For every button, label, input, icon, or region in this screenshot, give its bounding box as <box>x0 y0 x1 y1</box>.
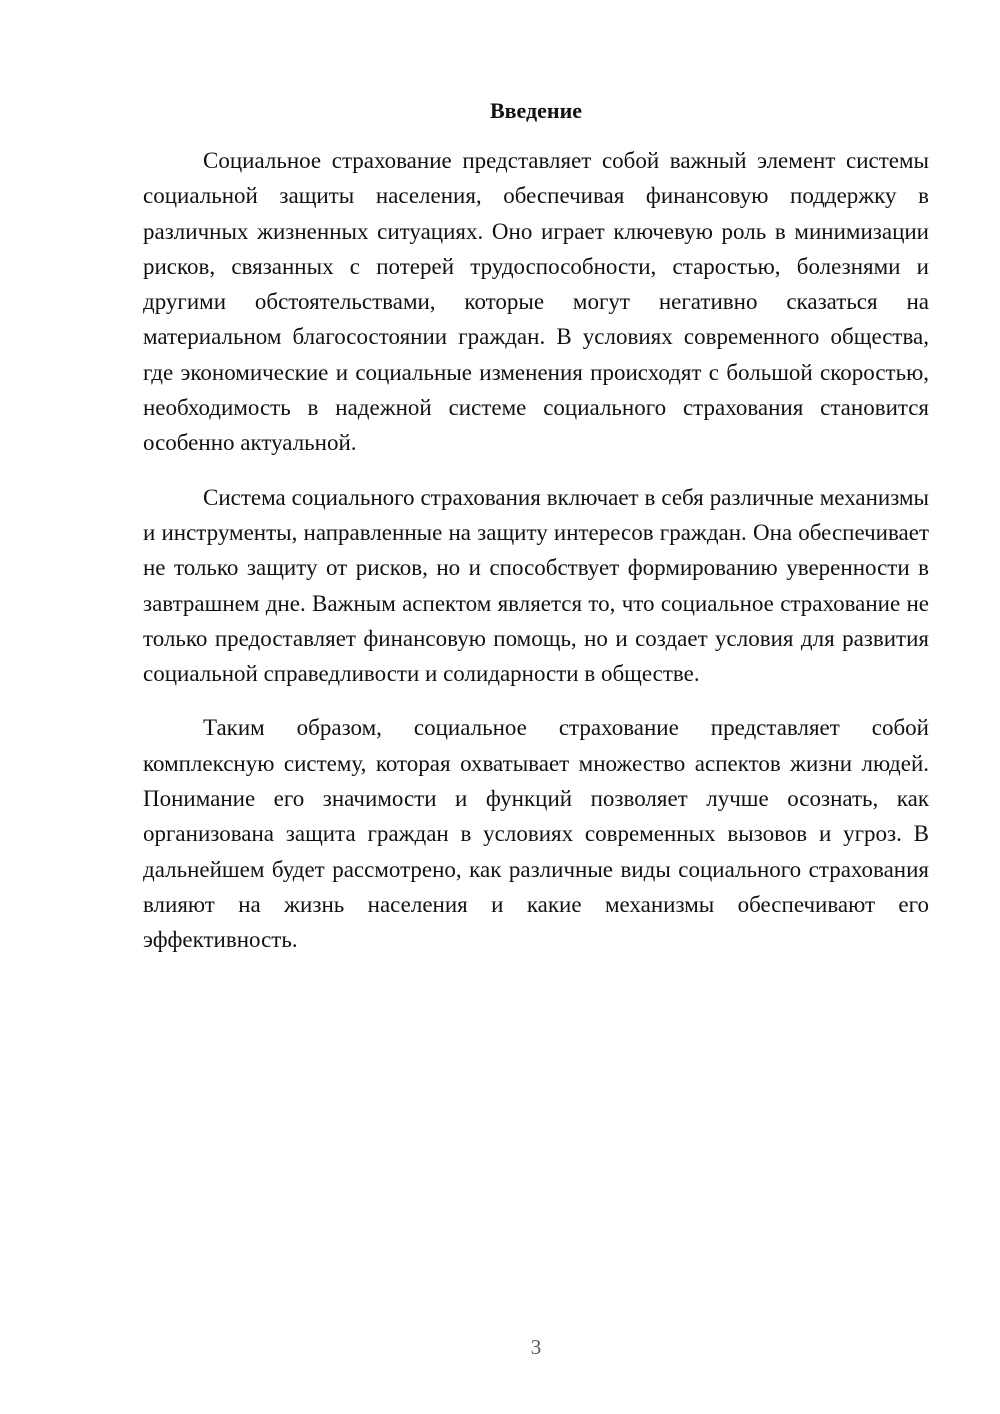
paragraph-2: Система социального страхования включает в себя различные механизмы и инструменты, направленные на защиту интересов граждан. Она обеспечивает не только защиту от рисков, но и способствует формированию уверенности в завтрашнем дне. Важным аспектом является то, что социальное страхование не только предоставляет финансовую помощь, но и создает условия для развития социальной справедливости и солидарности в обществе. <box>143 484 929 687</box>
section-heading: Введение <box>489 98 583 123</box>
paragraph-3: Таким образом, социальное страхование представляет собой комплексную систему, которая охватывает множество аспектов жизни людей. Понимание его значимости и функций позволяет лучше осознать, как организована защита граждан в условиях современных вызовов и угроз. В дальнейшем будет рассмотрено, как различные виды социального страхования влияют на жизнь населения и какие механизмы обеспечивают его эффективность. <box>143 715 929 953</box>
paragraph-1: Социальное страхование представляет собой важный элемент системы социальной защиты населения, обеспечивая финансовую поддержку в различных жизненных ситуациях. Оно играет ключевую роль в минимизации рисков, связанных с потерей трудоспособности, старостью, болезнями и другими обстоятельствами, которые могут негативно сказаться на материальном благосостоянии граждан. В условиях современного общества, где экономические и социальные изменения происходят с большой скоростью, необходимость в надежной системе социального страхования становится особенно актуальной. <box>143 148 929 456</box>
page-number: 3 <box>530 1335 542 1359</box>
body-text <box>143 143 929 977</box>
